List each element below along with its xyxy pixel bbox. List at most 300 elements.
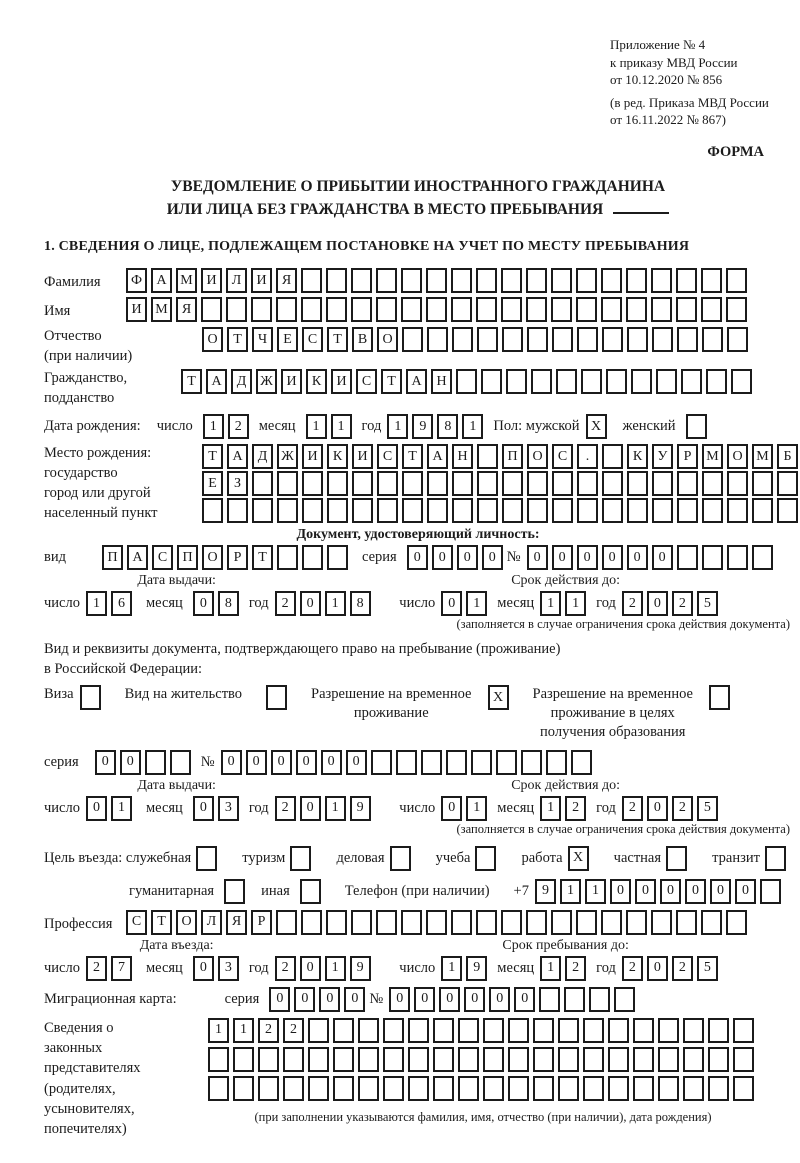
form-cell[interactable]	[258, 1076, 279, 1101]
form-cell[interactable]: Е	[202, 471, 223, 496]
form-cell[interactable]	[658, 1047, 679, 1072]
form-cell[interactable]	[371, 750, 392, 775]
form-cell[interactable]	[564, 987, 585, 1012]
form-cell[interactable]	[283, 1076, 304, 1101]
form-cell[interactable]	[546, 750, 567, 775]
form-cell[interactable]: П	[102, 545, 123, 570]
form-cell[interactable]	[677, 498, 698, 523]
checkbox-purpose-humanitarian[interactable]	[224, 879, 245, 904]
form-cell[interactable]: П	[502, 444, 523, 469]
form-cell[interactable]: 0	[269, 987, 290, 1012]
form-cell[interactable]: 0	[414, 987, 435, 1012]
form-cell[interactable]: З	[227, 471, 248, 496]
form-cell[interactable]	[358, 1047, 379, 1072]
form-cell[interactable]	[531, 369, 552, 394]
form-cell[interactable]: 5	[697, 796, 718, 821]
form-cell[interactable]: 1	[208, 1018, 229, 1043]
form-cell[interactable]: Я	[226, 910, 247, 935]
form-cell[interactable]	[633, 1076, 654, 1101]
checkbox-sex-male[interactable]: X	[586, 414, 607, 439]
form-cell[interactable]: А	[427, 444, 448, 469]
form-cell[interactable]	[333, 1076, 354, 1101]
form-cell[interactable]: Я	[176, 297, 197, 322]
form-cell[interactable]: 1	[540, 796, 561, 821]
form-cell[interactable]	[727, 327, 748, 352]
form-cell[interactable]: Л	[201, 910, 222, 935]
form-cell[interactable]	[396, 750, 417, 775]
form-cell[interactable]	[526, 268, 547, 293]
form-cell[interactable]	[652, 498, 673, 523]
form-cell[interactable]: 0	[294, 987, 315, 1012]
form-cell[interactable]	[651, 297, 672, 322]
form-cell[interactable]	[452, 327, 473, 352]
form-cell[interactable]	[456, 369, 477, 394]
form-cell[interactable]: 2	[283, 1018, 304, 1043]
form-cell[interactable]: 1	[203, 414, 224, 439]
form-cell[interactable]: 0	[193, 956, 214, 981]
form-cell[interactable]: Т	[381, 369, 402, 394]
form-cell[interactable]	[683, 1047, 704, 1072]
form-cell[interactable]	[726, 268, 747, 293]
form-cell[interactable]	[351, 910, 372, 935]
form-cell[interactable]	[508, 1047, 529, 1072]
form-cell[interactable]	[626, 268, 647, 293]
form-cell[interactable]	[426, 268, 447, 293]
form-cell[interactable]	[583, 1018, 604, 1043]
form-cell[interactable]: 2	[672, 956, 693, 981]
form-cell[interactable]	[551, 910, 572, 935]
form-cell[interactable]	[426, 297, 447, 322]
form-cell[interactable]: Д	[252, 444, 273, 469]
form-cell[interactable]	[533, 1076, 554, 1101]
form-cell[interactable]: 0	[489, 987, 510, 1012]
form-cell[interactable]	[376, 910, 397, 935]
form-cell[interactable]	[777, 471, 798, 496]
form-cell[interactable]	[733, 1047, 754, 1072]
form-cell[interactable]: Т	[252, 545, 273, 570]
form-cell[interactable]	[496, 750, 517, 775]
form-cell[interactable]	[326, 910, 347, 935]
form-cell[interactable]	[327, 471, 348, 496]
form-cell[interactable]	[408, 1018, 429, 1043]
form-cell[interactable]: 7	[111, 956, 132, 981]
form-cell[interactable]: К	[627, 444, 648, 469]
form-cell[interactable]	[208, 1076, 229, 1101]
form-cell[interactable]: 1	[540, 591, 561, 616]
form-cell[interactable]	[477, 471, 498, 496]
form-cell[interactable]: 1	[325, 591, 346, 616]
form-cell[interactable]: 0	[652, 545, 673, 570]
form-cell[interactable]	[552, 471, 573, 496]
form-cell[interactable]: 2	[672, 591, 693, 616]
form-cell[interactable]	[577, 498, 598, 523]
form-cell[interactable]	[652, 471, 673, 496]
form-cell[interactable]: М	[151, 297, 172, 322]
form-cell[interactable]	[752, 471, 773, 496]
form-cell[interactable]	[283, 1047, 304, 1072]
form-cell[interactable]	[301, 910, 322, 935]
form-cell[interactable]	[227, 498, 248, 523]
form-cell[interactable]: М	[752, 444, 773, 469]
form-cell[interactable]: Ж	[256, 369, 277, 394]
form-cell[interactable]	[351, 268, 372, 293]
form-cell[interactable]: 3	[218, 956, 239, 981]
form-cell[interactable]: 0	[407, 545, 428, 570]
form-cell[interactable]	[501, 910, 522, 935]
form-cell[interactable]: 2	[672, 796, 693, 821]
form-cell[interactable]	[726, 910, 747, 935]
form-cell[interactable]	[383, 1076, 404, 1101]
form-cell[interactable]: 5	[697, 591, 718, 616]
checkbox-purpose-business[interactable]	[390, 846, 411, 871]
form-cell[interactable]	[533, 1018, 554, 1043]
form-cell[interactable]	[533, 1047, 554, 1072]
form-cell[interactable]	[651, 910, 672, 935]
form-cell[interactable]	[326, 268, 347, 293]
form-cell[interactable]: И	[126, 297, 147, 322]
form-cell[interactable]	[626, 910, 647, 935]
form-cell[interactable]	[601, 297, 622, 322]
form-cell[interactable]: 2	[622, 591, 643, 616]
form-cell[interactable]: Е	[277, 327, 298, 352]
form-cell[interactable]: 1	[306, 414, 327, 439]
form-cell[interactable]	[577, 471, 598, 496]
form-cell[interactable]: 8	[218, 591, 239, 616]
form-cell[interactable]	[433, 1018, 454, 1043]
form-cell[interactable]: 6	[111, 591, 132, 616]
form-cell[interactable]	[358, 1076, 379, 1101]
form-cell[interactable]: 9	[350, 796, 371, 821]
form-cell[interactable]: А	[151, 268, 172, 293]
form-cell[interactable]: М	[176, 268, 197, 293]
form-cell[interactable]	[426, 910, 447, 935]
form-cell[interactable]	[451, 910, 472, 935]
form-cell[interactable]: 0	[439, 987, 460, 1012]
form-cell[interactable]: 0	[296, 750, 317, 775]
form-cell[interactable]: С	[152, 545, 173, 570]
form-cell[interactable]: У	[652, 444, 673, 469]
form-cell[interactable]: 1	[565, 591, 586, 616]
form-cell[interactable]: И	[251, 268, 272, 293]
form-cell[interactable]: 2	[275, 796, 296, 821]
checkbox-purpose-official[interactable]	[196, 846, 217, 871]
form-cell[interactable]	[508, 1018, 529, 1043]
form-cell[interactable]: С	[302, 327, 323, 352]
form-cell[interactable]	[627, 327, 648, 352]
form-cell[interactable]	[476, 268, 497, 293]
form-cell[interactable]	[458, 1018, 479, 1043]
form-cell[interactable]	[302, 545, 323, 570]
form-cell[interactable]: 0	[482, 545, 503, 570]
form-cell[interactable]	[401, 297, 422, 322]
form-cell[interactable]	[481, 369, 502, 394]
form-cell[interactable]	[526, 910, 547, 935]
form-cell[interactable]	[383, 1047, 404, 1072]
form-cell[interactable]	[702, 327, 723, 352]
form-cell[interactable]: Ж	[277, 444, 298, 469]
form-cell[interactable]: 0	[552, 545, 573, 570]
form-cell[interactable]: 9	[466, 956, 487, 981]
form-cell[interactable]	[576, 268, 597, 293]
form-cell[interactable]	[558, 1047, 579, 1072]
form-cell[interactable]: 1	[233, 1018, 254, 1043]
form-cell[interactable]	[614, 987, 635, 1012]
form-cell[interactable]: Н	[431, 369, 452, 394]
form-cell[interactable]: 0	[95, 750, 116, 775]
form-cell[interactable]	[376, 268, 397, 293]
form-cell[interactable]	[170, 750, 191, 775]
form-cell[interactable]	[502, 327, 523, 352]
form-cell[interactable]: И	[331, 369, 352, 394]
form-cell[interactable]	[633, 1018, 654, 1043]
form-cell[interactable]	[683, 1018, 704, 1043]
form-cell[interactable]: Т	[151, 910, 172, 935]
form-cell[interactable]: 0	[193, 796, 214, 821]
form-cell[interactable]	[631, 369, 652, 394]
form-cell[interactable]	[731, 369, 752, 394]
form-cell[interactable]	[308, 1076, 329, 1101]
form-cell[interactable]	[576, 910, 597, 935]
form-cell[interactable]: Т	[227, 327, 248, 352]
form-cell[interactable]	[677, 471, 698, 496]
form-cell[interactable]	[527, 471, 548, 496]
form-cell[interactable]	[651, 268, 672, 293]
form-cell[interactable]	[308, 1018, 329, 1043]
checkbox-temp-residence-edu[interactable]	[709, 685, 730, 710]
form-cell[interactable]: 2	[622, 956, 643, 981]
form-cell[interactable]	[427, 471, 448, 496]
form-cell[interactable]	[752, 545, 773, 570]
form-cell[interactable]	[702, 471, 723, 496]
form-cell[interactable]	[277, 498, 298, 523]
form-cell[interactable]	[427, 498, 448, 523]
form-cell[interactable]	[302, 471, 323, 496]
form-cell[interactable]	[601, 910, 622, 935]
form-cell[interactable]	[606, 369, 627, 394]
form-cell[interactable]	[327, 498, 348, 523]
form-cell[interactable]: С	[552, 444, 573, 469]
form-cell[interactable]	[727, 471, 748, 496]
form-cell[interactable]	[477, 444, 498, 469]
form-cell[interactable]: Ч	[252, 327, 273, 352]
form-cell[interactable]: 0	[300, 956, 321, 981]
form-cell[interactable]	[301, 268, 322, 293]
form-cell[interactable]	[558, 1018, 579, 1043]
form-cell[interactable]	[676, 297, 697, 322]
form-cell[interactable]	[402, 471, 423, 496]
form-cell[interactable]: С	[126, 910, 147, 935]
form-cell[interactable]	[701, 910, 722, 935]
form-cell[interactable]: К	[306, 369, 327, 394]
form-cell[interactable]	[476, 910, 497, 935]
form-cell[interactable]	[427, 327, 448, 352]
form-cell[interactable]: Л	[226, 268, 247, 293]
form-cell[interactable]	[451, 268, 472, 293]
form-cell[interactable]: 0	[346, 750, 367, 775]
form-cell[interactable]: 0	[647, 796, 668, 821]
form-cell[interactable]	[276, 297, 297, 322]
form-cell[interactable]: 0	[685, 879, 706, 904]
form-cell[interactable]	[476, 297, 497, 322]
form-cell[interactable]	[627, 498, 648, 523]
form-cell[interactable]: 2	[275, 591, 296, 616]
form-cell[interactable]	[589, 987, 610, 1012]
form-cell[interactable]	[702, 545, 723, 570]
form-cell[interactable]	[333, 1047, 354, 1072]
form-cell[interactable]: 0	[120, 750, 141, 775]
form-cell[interactable]: А	[227, 444, 248, 469]
checkbox-residence-permit[interactable]	[266, 685, 287, 710]
form-cell[interactable]	[326, 297, 347, 322]
form-cell[interactable]: 1	[331, 414, 352, 439]
form-cell[interactable]	[583, 1047, 604, 1072]
form-cell[interactable]: 0	[321, 750, 342, 775]
form-cell[interactable]	[352, 471, 373, 496]
form-cell[interactable]: 0	[602, 545, 623, 570]
form-cell[interactable]	[502, 471, 523, 496]
form-cell[interactable]	[601, 268, 622, 293]
form-cell[interactable]	[308, 1047, 329, 1072]
form-cell[interactable]: 9	[350, 956, 371, 981]
form-cell[interactable]: Я	[276, 268, 297, 293]
form-cell[interactable]: 0	[221, 750, 242, 775]
form-cell[interactable]	[433, 1076, 454, 1101]
form-cell[interactable]: 0	[710, 879, 731, 904]
form-cell[interactable]: К	[327, 444, 348, 469]
form-cell[interactable]: О	[202, 545, 223, 570]
form-cell[interactable]	[377, 471, 398, 496]
form-cell[interactable]: 1	[387, 414, 408, 439]
form-cell[interactable]	[402, 498, 423, 523]
form-cell[interactable]: 8	[350, 591, 371, 616]
form-cell[interactable]	[683, 1076, 704, 1101]
form-cell[interactable]	[676, 268, 697, 293]
form-cell[interactable]: 9	[412, 414, 433, 439]
form-cell[interactable]: Р	[251, 910, 272, 935]
form-cell[interactable]	[471, 750, 492, 775]
form-cell[interactable]: 1	[466, 591, 487, 616]
form-cell[interactable]: О	[527, 444, 548, 469]
form-cell[interactable]	[458, 1076, 479, 1101]
form-cell[interactable]: 1	[585, 879, 606, 904]
form-cell[interactable]	[727, 545, 748, 570]
form-cell[interactable]: Т	[327, 327, 348, 352]
form-cell[interactable]	[706, 369, 727, 394]
form-cell[interactable]	[701, 297, 722, 322]
form-cell[interactable]: 0	[647, 591, 668, 616]
form-cell[interactable]	[402, 327, 423, 352]
form-cell[interactable]	[451, 297, 472, 322]
form-cell[interactable]: 3	[218, 796, 239, 821]
form-cell[interactable]	[301, 297, 322, 322]
form-cell[interactable]	[501, 268, 522, 293]
form-cell[interactable]	[656, 369, 677, 394]
form-cell[interactable]	[401, 910, 422, 935]
form-cell[interactable]	[527, 327, 548, 352]
form-cell[interactable]: 0	[300, 796, 321, 821]
form-cell[interactable]	[676, 910, 697, 935]
form-cell[interactable]	[777, 498, 798, 523]
form-cell[interactable]	[551, 268, 572, 293]
form-cell[interactable]: Б	[777, 444, 798, 469]
form-cell[interactable]	[708, 1047, 729, 1072]
form-cell[interactable]	[483, 1047, 504, 1072]
form-cell[interactable]: Ф	[126, 268, 147, 293]
checkbox-purpose-study[interactable]	[475, 846, 496, 871]
checkbox-purpose-transit[interactable]	[765, 846, 786, 871]
form-cell[interactable]: 0	[344, 987, 365, 1012]
form-cell[interactable]: 2	[275, 956, 296, 981]
checkbox-purpose-work[interactable]: X	[568, 846, 589, 871]
form-cell[interactable]	[452, 471, 473, 496]
form-cell[interactable]	[626, 297, 647, 322]
form-cell[interactable]	[658, 1076, 679, 1101]
form-cell[interactable]: 1	[466, 796, 487, 821]
form-cell[interactable]: 0	[319, 987, 340, 1012]
form-cell[interactable]: А	[127, 545, 148, 570]
form-cell[interactable]	[581, 369, 602, 394]
form-cell[interactable]: Р	[227, 545, 248, 570]
form-cell[interactable]	[677, 327, 698, 352]
form-cell[interactable]	[602, 471, 623, 496]
form-cell[interactable]	[258, 1047, 279, 1072]
form-cell[interactable]	[551, 297, 572, 322]
form-cell[interactable]	[526, 297, 547, 322]
form-cell[interactable]	[377, 498, 398, 523]
form-cell[interactable]	[556, 369, 577, 394]
form-cell[interactable]	[408, 1076, 429, 1101]
form-cell[interactable]: 5	[697, 956, 718, 981]
form-cell[interactable]: 1	[462, 414, 483, 439]
form-cell[interactable]	[208, 1047, 229, 1072]
form-cell[interactable]	[446, 750, 467, 775]
form-cell[interactable]: 0	[246, 750, 267, 775]
form-cell[interactable]: И	[302, 444, 323, 469]
form-cell[interactable]	[376, 297, 397, 322]
form-cell[interactable]: 0	[457, 545, 478, 570]
form-cell[interactable]: Т	[181, 369, 202, 394]
form-cell[interactable]: И	[281, 369, 302, 394]
form-cell[interactable]	[583, 1076, 604, 1101]
form-cell[interactable]: 0	[441, 591, 462, 616]
checkbox-visa[interactable]	[80, 685, 101, 710]
form-cell[interactable]: А	[406, 369, 427, 394]
checkbox-purpose-private[interactable]	[666, 846, 687, 871]
form-cell[interactable]	[502, 498, 523, 523]
form-cell[interactable]	[521, 750, 542, 775]
form-cell[interactable]	[608, 1076, 629, 1101]
form-cell[interactable]: 0	[647, 956, 668, 981]
form-cell[interactable]: А	[206, 369, 227, 394]
form-cell[interactable]	[401, 268, 422, 293]
form-cell[interactable]	[226, 297, 247, 322]
form-cell[interactable]: С	[377, 444, 398, 469]
form-cell[interactable]: 0	[389, 987, 410, 1012]
form-cell[interactable]	[421, 750, 442, 775]
form-cell[interactable]	[251, 297, 272, 322]
form-cell[interactable]	[708, 1076, 729, 1101]
form-cell[interactable]: 0	[627, 545, 648, 570]
form-cell[interactable]	[483, 1018, 504, 1043]
form-cell[interactable]	[477, 327, 498, 352]
form-cell[interactable]: О	[377, 327, 398, 352]
form-cell[interactable]	[327, 545, 348, 570]
form-cell[interactable]	[733, 1018, 754, 1043]
form-cell[interactable]: П	[177, 545, 198, 570]
form-cell[interactable]: Р	[677, 444, 698, 469]
form-cell[interactable]	[576, 297, 597, 322]
form-cell[interactable]: 0	[577, 545, 598, 570]
